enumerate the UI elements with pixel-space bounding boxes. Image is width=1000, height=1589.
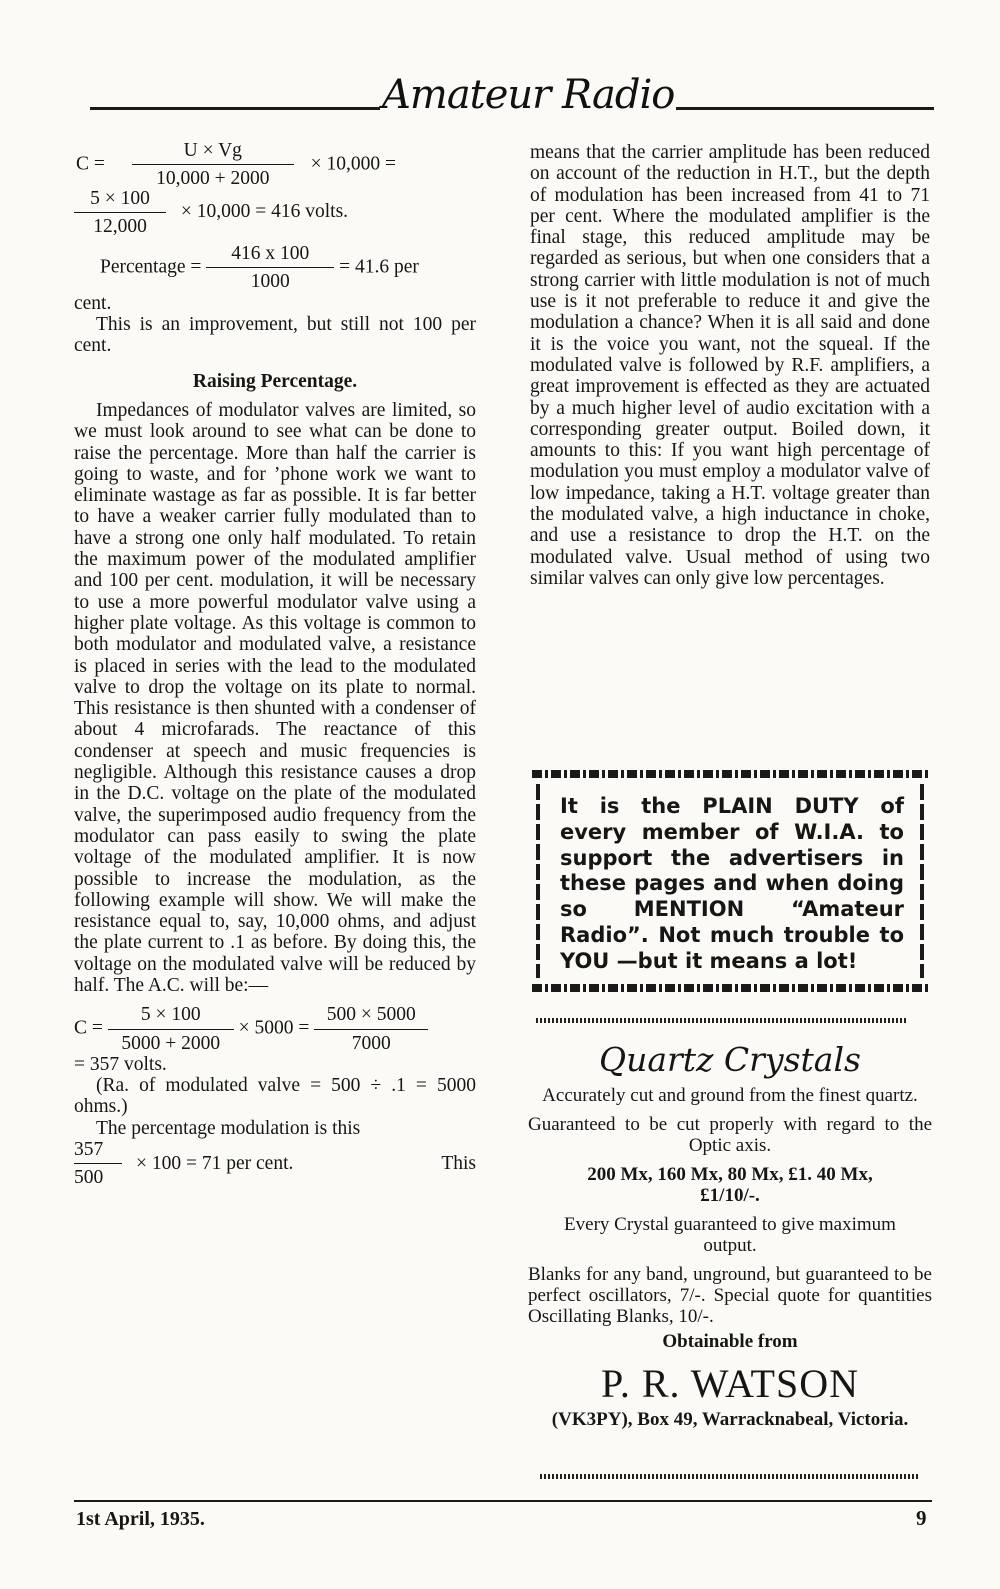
header-rule-left — [90, 107, 380, 110]
eq4-result: = 357 volts. — [74, 1053, 167, 1075]
subheading-raising-percentage: Raising Percentage. — [192, 370, 358, 392]
eq1-denominator: 10,000 + 2000 — [156, 168, 270, 190]
equation-1 — [76, 140, 476, 190]
eq5-fraction — [74, 1139, 122, 1189]
page-number: 9 — [916, 1506, 927, 1530]
advertiser-notice-box — [532, 770, 928, 992]
eq3-fraction — [206, 243, 334, 293]
border-right — [920, 784, 924, 978]
eq4-fraction-1 — [108, 1004, 234, 1054]
eq2-fraction — [74, 188, 166, 238]
right-column — [530, 142, 930, 589]
eq5-rhs: × 100 = 71 per cent. — [136, 1153, 294, 1175]
eq1-numerator: U × Vg — [183, 140, 242, 161]
eq3-denominator: 1000 — [250, 271, 290, 293]
eq1-rhs: × 10,000 = — [310, 153, 397, 175]
quartz-crystals-advert — [528, 1040, 932, 1430]
improvement-text: This is an improvement, but still not 100 per cent. — [74, 314, 476, 357]
percentage-intro: The percentage modulation is this — [96, 1117, 361, 1139]
eq1-lhs: C = — [76, 153, 105, 175]
eq2-rhs: × 10,000 = 416 volts. — [180, 200, 349, 222]
left-body-text: Impedances of modulator valves are limited, so we must look around to see what can be done to raise the percentage. More than half the carrier is going to waste, and for ’phone work we want to eliminate wastage as far as possible. It is far better to have a weaker carrier fully modulated than to have a strong one only half modulated. To retain the maximum power of the modulated amplifier and 100 per cent. modulation, it will be necessary to use a more powerful modulator valve using a higher plate voltage. As this voltage is common to both modulator and modulated valve, a resistance is placed in series with the lead to the modulated valve to drop the voltage on its plate to normal. This resistance is then shunted with a condenser of about 4 microfarads. The reactance of this condenser at speech and music frequencies is negligible. Although this resistance causes a drop in the D.C. voltage on the plate of the modulated valve, the superimposed audio frequency from the modulator can pass easily to swing the plate voltage of the modulated amplifier. It is now possible to increase the modulation, as the following example will show. We will make the resistance equal to, say, 10,000 ohms, and adjust the plate current to .1 as before. By doing this, the voltage on the modulated valve will be reduced by half. The A.C. will be:— — [74, 399, 476, 996]
footer-rule — [74, 1500, 932, 1502]
chain-border-top — [532, 770, 928, 778]
advert-line-1: Accurately cut and ground from the finest quartz. — [542, 1085, 918, 1106]
eq4-middle: × 5000 = — [238, 1017, 310, 1039]
eq3-rhs: = 41.6 per — [339, 256, 419, 278]
left-column — [74, 140, 476, 1189]
advert-line-2: Guaranteed to be cut properly with regard to the Optic axis. — [528, 1114, 932, 1156]
advert-name: P. R. WATSON — [601, 1361, 859, 1406]
advert-title: Quartz Crystals — [599, 1040, 861, 1079]
equation-5 — [74, 1139, 476, 1189]
eq1-fraction — [132, 140, 294, 190]
eq3-lhs: Percentage = — [100, 256, 202, 278]
dotted-divider-upper — [536, 1018, 908, 1023]
border-left — [536, 784, 540, 978]
notice-text: It is the PLAIN DUTY of every member of W.I.A. to support the advertisers in these pages and when doing so MENTION “Amateur Radio”. Not much trouble to YOU —but it means a lot! — [560, 794, 904, 973]
advert-prices: 200 Mx, 160 Mx, 80 Mx, £1. 40 Mx, £1/10/-. — [587, 1164, 873, 1206]
advert-line-3: Every Crystal guaranteed to give maximum output. — [564, 1214, 896, 1256]
advert-line-4: Blanks for any band, unground, but guaranteed to be perfect oscillators, 7/-. Special quote for quantities Oscillating Blanks, 10/-. — [528, 1264, 932, 1327]
issue-date: 1st April, 1935. — [76, 1508, 205, 1530]
equation-4 — [74, 1004, 476, 1054]
eq5-tail: This — [441, 1153, 476, 1175]
eq4-numerator-1: 5 × 100 — [140, 1004, 201, 1026]
dotted-divider-lower — [540, 1474, 918, 1479]
eq4-denominator-2: 7000 — [351, 1032, 391, 1054]
advert-address: (VK3PY), Box 49, Warracknabeal, Victoria. — [551, 1409, 909, 1430]
equation-3 — [100, 243, 476, 293]
eq4-numerator-2: 500 × 5000 — [326, 1004, 416, 1026]
eq2-numerator: 5 × 100 — [90, 187, 150, 209]
eq2-denominator: 12,000 — [93, 215, 147, 237]
ra-note: (Ra. of modulated valve = 500 ÷ .1 = 5000 ohms.) — [74, 1075, 476, 1118]
eq4-fraction-2 — [314, 1004, 428, 1054]
equation-2 — [74, 188, 476, 238]
advert-obtainable: Obtainable from — [662, 1331, 798, 1352]
eq5-denominator: 500 — [74, 1167, 104, 1189]
chain-border-bottom — [532, 984, 928, 992]
right-body-text: means that the carrier amplitude has been reduced on account of the reduction in H.T., but the depth of modulation has been increased from 41 to 71 per cent. Where the modulated amplifier is the final stage, this reduced amplitude may be regarded as serious, but when one considers that a strong carrier with little modulation is not of much use is it not preferable to reduce it and give the modulation a chance? When it is all said and done it is the voice you want, not the squeal. If the modulated valve is followed by R.F. amplifiers, a great improvement is effected as they are actuated by a much higher level of audio excitation with a corresponding greater output. Boiled down, it amounts to this: If you want high percentage of modulation you must employ a modulator valve of low impedance, taking a H.T. voltage greater than the modulated valve, a high inductance in choke, and use a resistance to drop the H.T. on the modulated valve. Usual method of using two similar valves can only give low percentages. — [530, 142, 930, 589]
eq3-numerator: 416 x 100 — [231, 243, 310, 265]
eq3-tail: cent. — [74, 292, 112, 314]
masthead: Amateur Radio — [382, 72, 675, 118]
eq4-denominator-1: 5000 + 2000 — [121, 1032, 221, 1054]
eq5-numerator: 357 — [74, 1139, 104, 1161]
eq4-lhs: C = — [74, 1017, 103, 1039]
